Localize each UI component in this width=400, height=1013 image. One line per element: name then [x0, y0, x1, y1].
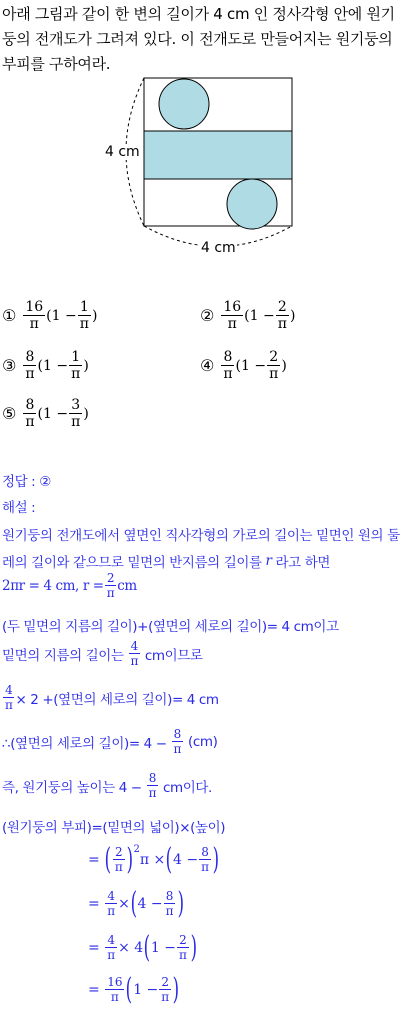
explain-label: 해설 :: [2, 500, 36, 516]
explain-line-4: 밑면의 지름의 길이는 $\frac{4}{\pi}$ cm이므로: [2, 639, 203, 668]
explain-line-8: (원기둥의 부피)=(밑면의 넓이)×(높이): [2, 820, 226, 836]
volume-step-4: = $\frac{16}{\pi}$ ( 1 − $\frac{2}{\pi}$ ): [88, 972, 180, 1007]
top-base-circle: [159, 79, 209, 129]
explain-line-2: 레의 길이와 같으므로 밑면의 반지름의 길이를 r 라고 하면: [2, 553, 330, 571]
choice-1[interactable]: ① $\frac{16}{\pi}$ (1 − $\frac{1}{\pi}$ ): [2, 299, 98, 332]
choice-5[interactable]: ⑤ $\frac{8}{\pi}$ (1 − $\frac{3}{\pi}$ ): [2, 397, 89, 430]
answer-label: 정답 : ②: [2, 474, 51, 490]
bottom-base-circle: [227, 179, 277, 229]
question-text: 아래 그림과 같이 한 변의 길이가 4 cm 인 정사각형 안에 원기둥의 전개도가 그려져 있다. 이 전개도로 만들어지는 원기둥의 부피를 구하여라.: [2, 5, 395, 73]
choice-2[interactable]: ② $\frac{16}{\pi}$ (1 − $\frac{2}{\pi}$ ): [200, 299, 296, 332]
choice-marker: ①: [2, 306, 17, 325]
choice-3[interactable]: ③ $\frac{8}{\pi}$ (1 − $\frac{1}{\pi}$ ): [2, 349, 89, 382]
lateral-rectangle: [144, 131, 292, 179]
choice-marker: ②: [200, 306, 215, 325]
volume-step-1: = ( $\frac{2}{\pi}$ ) $^2$ π × ( 4 − $\frac{8}{\pi}$ ): [88, 842, 220, 877]
left-side-label: 4 cm: [105, 144, 140, 160]
volume-step-2: = $\frac{4}{\pi}$ × ( 4 − $\frac{8}{\pi}$ ): [88, 886, 184, 921]
eq-radius: 2πr = 4 cm, r = $\frac{2}{\pi}$ cm: [2, 571, 137, 600]
explain-line-5: $\frac{4}{\pi}$ × 2 +(옆면의 세로의 길이)= 4 cm: [5, 683, 219, 712]
cylinder-net-figure: [100, 72, 310, 262]
explain-line-6: ∴(옆면의 세로의 길이)= 4 − $\frac{8}{\pi}$ (cm): [2, 727, 218, 756]
choice-marker: ⑤: [2, 404, 17, 423]
bottom-side-label: 4 cm: [201, 240, 236, 256]
explain-line-7: 즉, 원기둥의 높이는 4 − $\frac{8}{\pi}$ cm이다.: [2, 771, 212, 800]
choice-marker: ④: [200, 356, 215, 375]
volume-step-3: = $\frac{4}{\pi}$ × 4 ( 1 − $\frac{2}{\pi}$ ): [88, 930, 197, 965]
choice-4[interactable]: ④ $\frac{8}{\pi}$ (1 − $\frac{2}{\pi}$ ): [200, 349, 287, 382]
explain-line-3: (두 밑면의 지름의 길이)+(옆면의 세로의 길이)= 4 cm이고: [2, 619, 339, 635]
choice-marker: ③: [2, 356, 17, 375]
explain-line-1: 원기둥의 전개도에서 옆면인 직사각형의 가로의 길이는 밑면인 원의 둘: [2, 528, 400, 544]
